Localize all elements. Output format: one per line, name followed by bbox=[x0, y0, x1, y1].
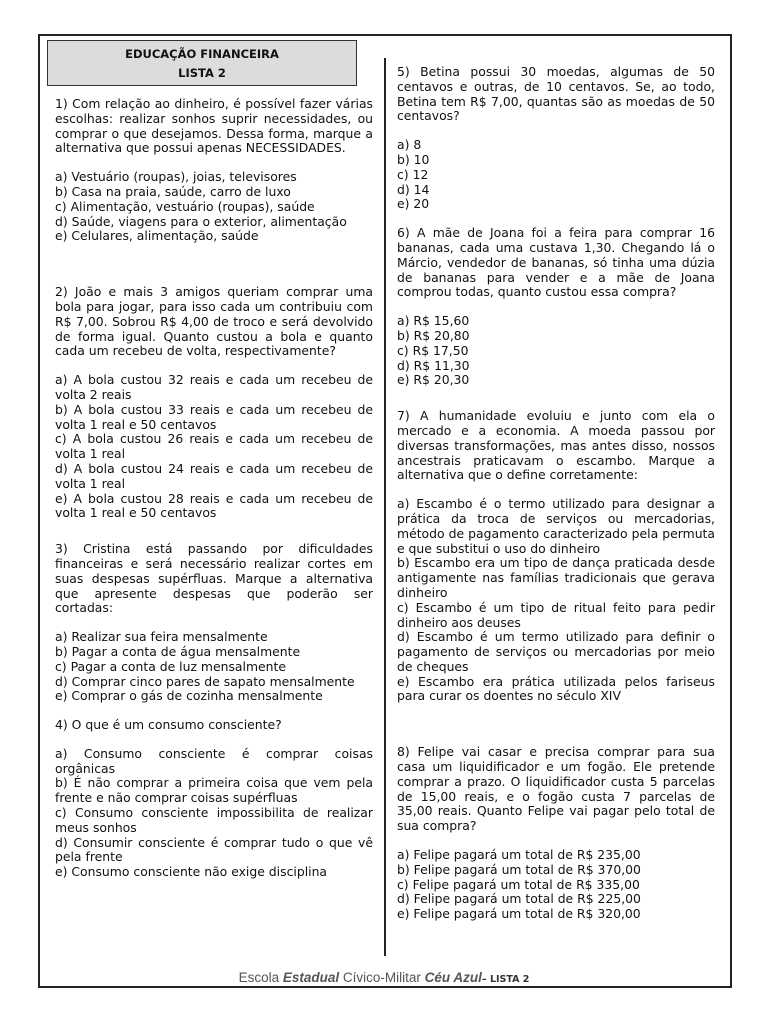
question-1-option-e[interactable]: e) Celulares, alimentação, saúde bbox=[55, 228, 259, 244]
question-7-option-d[interactable]: d) Escambo é um termo utilizado para definir o pagamento de serviços ou mercadorias por meio de cheques bbox=[397, 629, 715, 674]
question-3-option-c[interactable]: c) Pagar a conta de luz mensalmente bbox=[55, 658, 286, 674]
question-7-option-e[interactable]: e) Escambo era prática utilizada pelos fariseus para curar os doentes no século XIV bbox=[397, 673, 715, 704]
question-5-option-a[interactable]: a) 8 bbox=[397, 137, 422, 153]
question-2-option-e[interactable]: e) A bola custou 28 reais e cada um recebeu de volta 1 real e 50 centavos bbox=[55, 490, 373, 521]
question-4-options bbox=[55, 747, 373, 880]
question-8 bbox=[397, 745, 715, 922]
question-6-option-e[interactable]: e) R$ 20,30 bbox=[397, 372, 470, 388]
question-3-option-b[interactable]: b) Pagar a conta de água mensalmente bbox=[55, 643, 301, 659]
question-8-text: 8) Felipe vai casar e precisa comprar para sua casa um liquidificador e um fogão. Ele pretende comprar a prazo. O liquidificador custa 5 parcelas de 15,00 reais, e o fogão custa 7 parcelas de 35,00 reais. Quanto Felipe vai pagar pelo total de sua compra? bbox=[397, 744, 715, 834]
footer-list-label: – LISTA 2 bbox=[481, 974, 530, 985]
header-box bbox=[47, 40, 357, 86]
question-4-text: 4) O que é um consumo consciente? bbox=[55, 717, 282, 733]
question-3-text: 3) Cristina está passando por dificuldades financeiras e será necessário realizar cortes em suas despesas supérfluas. Marque a alternativa que apresente despesas que poderão ser cortadas: bbox=[55, 541, 373, 616]
question-4 bbox=[55, 718, 373, 880]
question-8-options bbox=[397, 848, 715, 922]
question-1-text: 1) Com relação ao dinheiro, é possível fazer várias escolhas: realizar sonhos suprir necessidades, ou comprar o que desejamos. Dessa forma, marque a alternativa que possui apenas NECESSIDADES. bbox=[55, 96, 373, 156]
right-column bbox=[397, 65, 715, 922]
question-6 bbox=[397, 226, 715, 388]
question-1-option-a[interactable]: a) Vestuário (roupas), joias, televisores bbox=[55, 169, 297, 185]
question-6-options bbox=[397, 314, 715, 388]
footer bbox=[0, 970, 768, 985]
question-4-option-e[interactable]: e) Consumo consciente não exige disciplina bbox=[55, 864, 328, 880]
footer-school-name: Céu Azul bbox=[424, 970, 482, 985]
question-5-text: 5) Betina possui 30 moedas, algumas de 50 centavos e outras, de 10 centavos. Se, ao todo, Betina tem R$ 7,00, quantas são as moedas de 50 centavos? bbox=[397, 64, 715, 124]
question-1 bbox=[55, 97, 373, 244]
footer-state-word: Estadual bbox=[282, 970, 340, 985]
header-subtitle: LISTA 2 bbox=[178, 66, 226, 80]
question-3-option-e[interactable]: e) Comprar o gás de cozinha mensalmente bbox=[55, 688, 323, 704]
question-3-option-a[interactable]: a) Realizar sua feira mensalmente bbox=[55, 629, 268, 645]
question-4-option-b[interactable]: b) É não comprar a primeira coisa que vem pela frente e não comprar coisas supérfluas bbox=[55, 775, 373, 806]
question-3-option-d[interactable]: d) Comprar cinco pares de sapato mensalmente bbox=[55, 673, 355, 689]
question-6-option-d[interactable]: d) R$ 11,30 bbox=[397, 357, 470, 373]
left-column bbox=[55, 97, 373, 880]
question-8-option-c[interactable]: c) Felipe pagará um total de R$ 335,00 bbox=[397, 876, 640, 892]
question-6-option-a[interactable]: a) R$ 15,60 bbox=[397, 313, 470, 329]
question-7-option-c[interactable]: c) Escambo é um tipo de ritual feito para pedir dinheiro aos deuses bbox=[397, 599, 715, 630]
question-3-options bbox=[55, 630, 373, 704]
question-7-option-a[interactable]: a) Escambo é o termo utilizado para designar a prática da troca de serviços ou mercadorias, método de pagamento caracterizado pela permuta e que substitui o uso do dinheiro bbox=[397, 496, 715, 556]
question-4-option-c[interactable]: c) Consumo consciente impossibilita de realizar meus sonhos bbox=[55, 805, 373, 835]
question-7-option-b[interactable]: b) Escambo era um tipo de dança praticada desde antigamente nas famílias tradicionais que gerava dinheiro bbox=[397, 555, 715, 600]
question-1-option-c[interactable]: c) Alimentação, vestuário (roupas), saúde bbox=[55, 198, 315, 214]
question-7-options bbox=[397, 497, 715, 704]
question-2-option-d[interactable]: d) A bola custou 24 reais e cada um recebeu de volta 1 real bbox=[55, 460, 373, 491]
question-5-option-c[interactable]: c) 12 bbox=[397, 166, 429, 182]
question-4-option-a[interactable]: a) Consumo consciente é comprar coisas orgânicas bbox=[55, 745, 373, 776]
question-7-text: 7) A humanidade evoluiu e junto com ela o mercado e a economia. A moeda passou por diversas transformações, mas antes disso, nossos ancestrais praticavam o escambo. Marque a alternativa que o define corretamente: bbox=[397, 408, 715, 483]
question-8-option-a[interactable]: a) Felipe pagará um total de R$ 235,00 bbox=[397, 847, 641, 863]
question-8-option-d[interactable]: d) Felipe pagará um total de R$ 225,00 bbox=[397, 891, 641, 907]
question-5-options bbox=[397, 138, 715, 212]
question-1-options bbox=[55, 170, 373, 244]
question-5-option-e[interactable]: e) 20 bbox=[397, 196, 430, 212]
question-2-options bbox=[55, 373, 373, 521]
question-2-text: 2) João e mais 3 amigos queriam comprar uma bola para jogar, para isso cada um contribuiu com R$ 7,00. Sobrou R$ 4,00 de troco e será devolvido de forma igual. Quanto custou a bola e quanto cada um recebeu de volta, respectivamente? bbox=[55, 284, 373, 359]
question-8-option-b[interactable]: b) Felipe pagará um total de R$ 370,00 bbox=[397, 861, 641, 877]
column-divider bbox=[384, 58, 386, 956]
question-6-option-b[interactable]: b) R$ 20,80 bbox=[397, 327, 470, 343]
question-1-option-d[interactable]: d) Saúde, viagens para o exterior, alimentação bbox=[55, 213, 347, 229]
question-6-text: 6) A mãe de Joana foi a feira para comprar 16 bananas, cada uma custava 1,30. Chegando lá o Márcio, vendedor de bananas, só tinha uma dúzia de bananas para vender e a mãe de Joana comprou todas, quanto custou essa compra? bbox=[397, 225, 715, 300]
question-8-option-e[interactable]: e) Felipe pagará um total de R$ 320,00 bbox=[397, 906, 641, 922]
question-7 bbox=[397, 409, 715, 704]
question-2-option-a[interactable]: a) A bola custou 32 reais e cada um recebeu de volta 2 reais bbox=[55, 372, 373, 402]
question-6-option-c[interactable]: c) R$ 17,50 bbox=[397, 342, 469, 358]
question-5-option-b[interactable]: b) 10 bbox=[397, 151, 430, 167]
footer-school-word: Escola bbox=[238, 970, 283, 985]
header-title: EDUCAÇÃO FINANCEIRA bbox=[125, 47, 279, 61]
question-3 bbox=[55, 542, 373, 704]
footer-civic-military: Cívico-Militar bbox=[339, 970, 425, 985]
question-5-option-d[interactable]: d) 14 bbox=[397, 181, 430, 197]
question-5 bbox=[397, 65, 715, 212]
question-2 bbox=[55, 285, 373, 521]
question-2-option-c[interactable]: c) A bola custou 26 reais e cada um recebeu de volta 1 real bbox=[55, 431, 373, 462]
question-2-option-b[interactable]: b) A bola custou 33 reais e cada um recebeu de volta 1 real e 50 centavos bbox=[55, 401, 373, 432]
question-1-option-b[interactable]: b) Casa na praia, saúde, carro de luxo bbox=[55, 183, 291, 199]
question-4-option-d[interactable]: d) Consumir consciente é comprar tudo o que vê pela frente bbox=[55, 834, 373, 865]
